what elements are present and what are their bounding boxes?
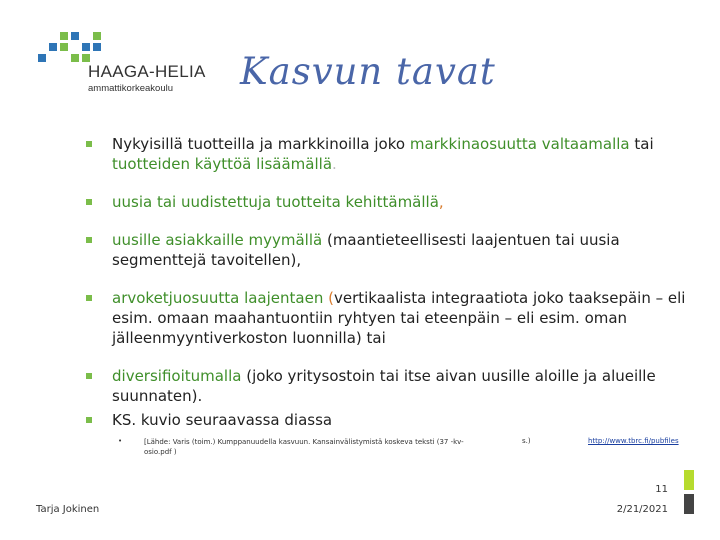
- bullet-highlight: uusille asiakkaille myymällä: [112, 231, 323, 249]
- bullet-item: [86, 410, 686, 430]
- bullet-highlight: arvoketjuosuutta laajentaen: [112, 289, 324, 307]
- bullet-text: vertikaalista integraatiota joko taaksepäin – eli esim. omaan maahantuontiin ryhtyen tai eteenpäin – eli esim. oman jälleenmyyntiverkoston luonnilla) tai: [112, 289, 686, 347]
- bullet-punctuation: .: [332, 155, 337, 173]
- logo-subtitle: ammattikorkeakoulu: [88, 83, 174, 94]
- logo-name: HAAGA-HELIA: [88, 62, 206, 81]
- bullet-highlight: markkinaosuutta valtaamalla: [409, 135, 630, 153]
- slide-title: Kasvun tavat: [240, 50, 496, 93]
- bullet-marker-icon: [86, 237, 92, 243]
- source-link[interactable]: http://www.tbrc.fi/pubfiles: [588, 437, 679, 445]
- bullet-item: [86, 230, 686, 270]
- source-pages: s.): [522, 437, 531, 445]
- bullet-item: [86, 288, 686, 348]
- bullet-punctuation: (: [323, 289, 334, 307]
- bullet-item: [86, 366, 686, 406]
- accent-bar-bottom: [684, 494, 694, 514]
- bullet-marker-icon: [86, 373, 92, 379]
- bullet-highlight: uusia tai uudistettuja tuotteita kehittämällä: [112, 193, 439, 211]
- footer-author: Tarja Jokinen: [36, 504, 100, 515]
- page-number: 11: [655, 484, 668, 495]
- bullet-text: (maantieteellisesti laajentuen tai uusia segmenttejä tavoitellen),: [112, 231, 620, 269]
- bullet-highlight: tuotteiden käyttöä lisäämällä: [112, 155, 333, 173]
- bullet-list: [86, 134, 686, 430]
- source-text: [Lähde: Varis (toim.) Kumppanuudella kasvuun. Kansainvälistymistä koskeva teksti (37 -kv-osio.pdf ): [144, 438, 464, 456]
- bullet-marker-icon: [86, 199, 92, 205]
- bullet-highlight: diversifioitumalla: [112, 367, 242, 385]
- source-marker: •: [118, 437, 123, 445]
- bullet-text: Nykyisillä tuotteilla ja markkinoilla joko: [112, 135, 410, 153]
- bullet-item: [86, 192, 686, 212]
- accent-bars: [684, 470, 694, 520]
- bullet-text: tai: [629, 135, 654, 153]
- bullet-marker-icon: [86, 141, 92, 147]
- haaga-helia-logo: [38, 32, 208, 102]
- bullet-punctuation: ,: [438, 193, 444, 211]
- source-note: [118, 437, 678, 463]
- bullet-marker-icon: [86, 417, 92, 423]
- bullet-text: KS. kuvio seuraavassa diassa: [112, 411, 333, 429]
- bullet-marker-icon: [86, 295, 92, 301]
- footer-date: 2/21/2021: [616, 504, 668, 515]
- accent-bar-top: [684, 470, 694, 490]
- bullet-item: [86, 134, 686, 174]
- bullet-text: (joko yritysostoin tai itse aivan uusille aloille ja alueille suunnaten).: [112, 367, 656, 405]
